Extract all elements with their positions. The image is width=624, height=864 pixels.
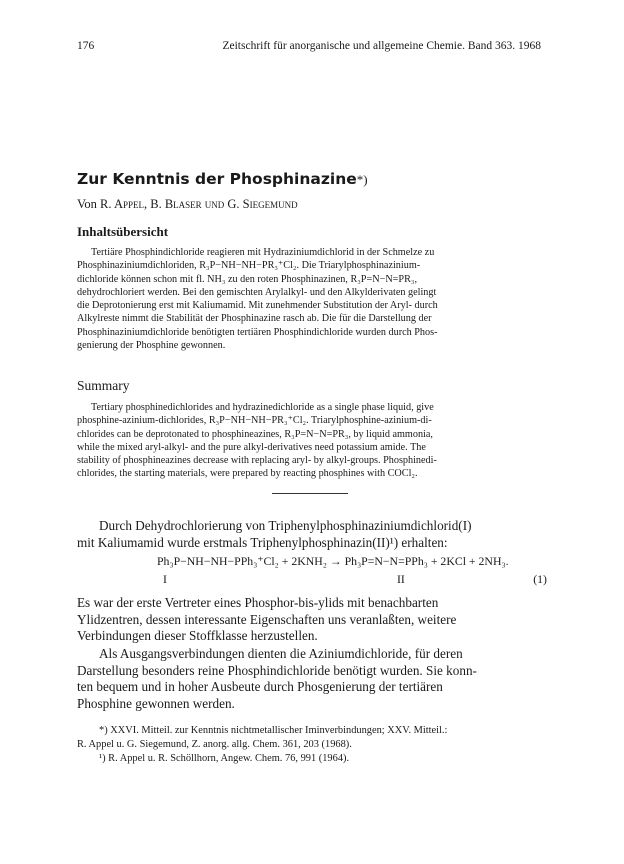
article-title: [77, 170, 547, 188]
summary-line: Tertiary phosphinedichlorides and hydrazinedichloride as a single phase liquid, give: [91, 402, 434, 413]
body-line: Als Ausgangsverbindungen dienten die Aziniumdichloride, für deren: [99, 646, 463, 661]
inhalt-heading: Inhaltsübersicht: [77, 224, 169, 239]
equation-number: (1): [533, 572, 547, 586]
summary-line: phosphine-azinium-dichlorides, R₃P−NH−NH−PR₃⁺Cl₂. Triarylphosphine-azinium-di-: [77, 415, 432, 427]
summary-line: chlorides can be deprotonated to phosphineazines, R₃P=N−N=PR₃, by liquid ammonia,: [77, 428, 433, 440]
running-head: [77, 40, 541, 56]
body-line: ten bequem und in hoher Ausbeute durch Phosgenierung der tertiären: [77, 679, 443, 695]
abstract-line: dehydrochloriert werden. Bei den gemischten Arylalkyl- und den Alkylderivaten gelingt: [77, 286, 437, 298]
section-divider: [272, 493, 348, 494]
abstract-line: die Deprotonierung erst mit Kaliumamid. Mit zunehmender Substitution der Aryl- durch: [77, 300, 438, 312]
summary-line: chlorides, the starting materials, were prepared by reacting phosphines with COCl₂.: [77, 468, 418, 480]
journal-citation: Zeitschrift für anorganische und allgemeine Chemie. Band 363. 1968: [222, 40, 541, 52]
body-line: Verbindungen dieser Stoffklasse herzustellen.: [77, 628, 318, 644]
summary-line: while the mixed aryl-alkyl- and the pure alkyl-derivatives need potassium amide. The: [77, 441, 426, 453]
title-footnote-mark: *): [356, 172, 368, 187]
abstract-line: Alkylreste nimmt die Stabilität der Phosphinazine rasch ab. Die für die Darstellung der: [77, 313, 432, 325]
german-abstract: [77, 246, 542, 352]
compound-label-ii: II: [397, 572, 405, 586]
page-number: 176: [77, 40, 95, 52]
footnote-line: R. Appel u. G. Siegemund, Z. anorg. allg. Chem. 361, 203 (1968).: [77, 739, 352, 750]
compound-label-i: I: [163, 572, 167, 586]
author-line: [77, 197, 298, 212]
abstract-line: Phosphinaziniumdichloriden, R₃P−NH−NH−PR₃⁺Cl₂. Die Triarylphosphinazinium-: [77, 260, 421, 272]
footnote-line: ¹) R. Appel u. R. Schöllhorn, Angew. Chem. 76, 991 (1964).: [99, 753, 350, 764]
english-summary: [77, 401, 542, 481]
body-line: Ylidzentren, dessen interessante Eigenschaften uns veranlaßten, weitere: [77, 611, 457, 627]
summary-line: stability of phosphineazines decrease with replacing aryl- by alkyl-groups. Phosphinedi-: [77, 455, 437, 467]
footnotes: [77, 724, 547, 766]
body-line: Phosphine gewonnen werden.: [77, 695, 235, 711]
body-line: Darstellung besonders reine Phosphindichloride benötigt wurden. Sie konn-: [77, 662, 477, 678]
abstract-line: dichloride können schon mit fl. NH₃ zu den roten Phosphinazinen, R₃P=N−N=PR₃,: [77, 273, 417, 285]
abstract-line: Tertiäre Phosphindichloride reagieren mit Hydraziniumdichlorid in der Schmelze zu: [91, 247, 435, 258]
body-paragraph: [77, 595, 547, 645]
body-paragraph: [77, 646, 547, 712]
author-names: R. Appel, B. Blaser und G. Siegemund: [100, 197, 298, 211]
body-paragraph: [77, 518, 547, 551]
body-line: Es war der erste Vertreter eines Phosphor-bis-ylids mit benachbarten: [77, 595, 439, 610]
summary-heading: Summary: [77, 378, 130, 393]
abstract-line: genierung der Phosphine gewonnen.: [77, 340, 226, 352]
equation-text: Ph₃P−NH−NH−PPh₃⁺Cl₂ + 2KNH₂ → Ph₃P=N−N=PPh₃ + 2KCl + 2NH₃.: [157, 554, 509, 568]
body-line: mit Kaliumamid wurde erstmals Triphenylphosphinazin(II)¹) erhalten:: [77, 534, 448, 550]
article-title-text: Zur Kenntnis der Phosphinazine: [77, 170, 357, 188]
body-line: Durch Dehydrochlorierung von Triphenylphosphinaziniumdichlorid(I): [99, 518, 472, 533]
abstract-line: Phosphinaziniumdichloride benötigten tertiären Phosphindichloride wurden durch Phos-: [77, 326, 438, 338]
footnote-line: *) XXVI. Mitteil. zur Kenntnis nichtmetallischer Iminverbindungen; XXV. Mitteil.:: [99, 725, 448, 736]
authors-prefix: Von: [77, 197, 97, 211]
